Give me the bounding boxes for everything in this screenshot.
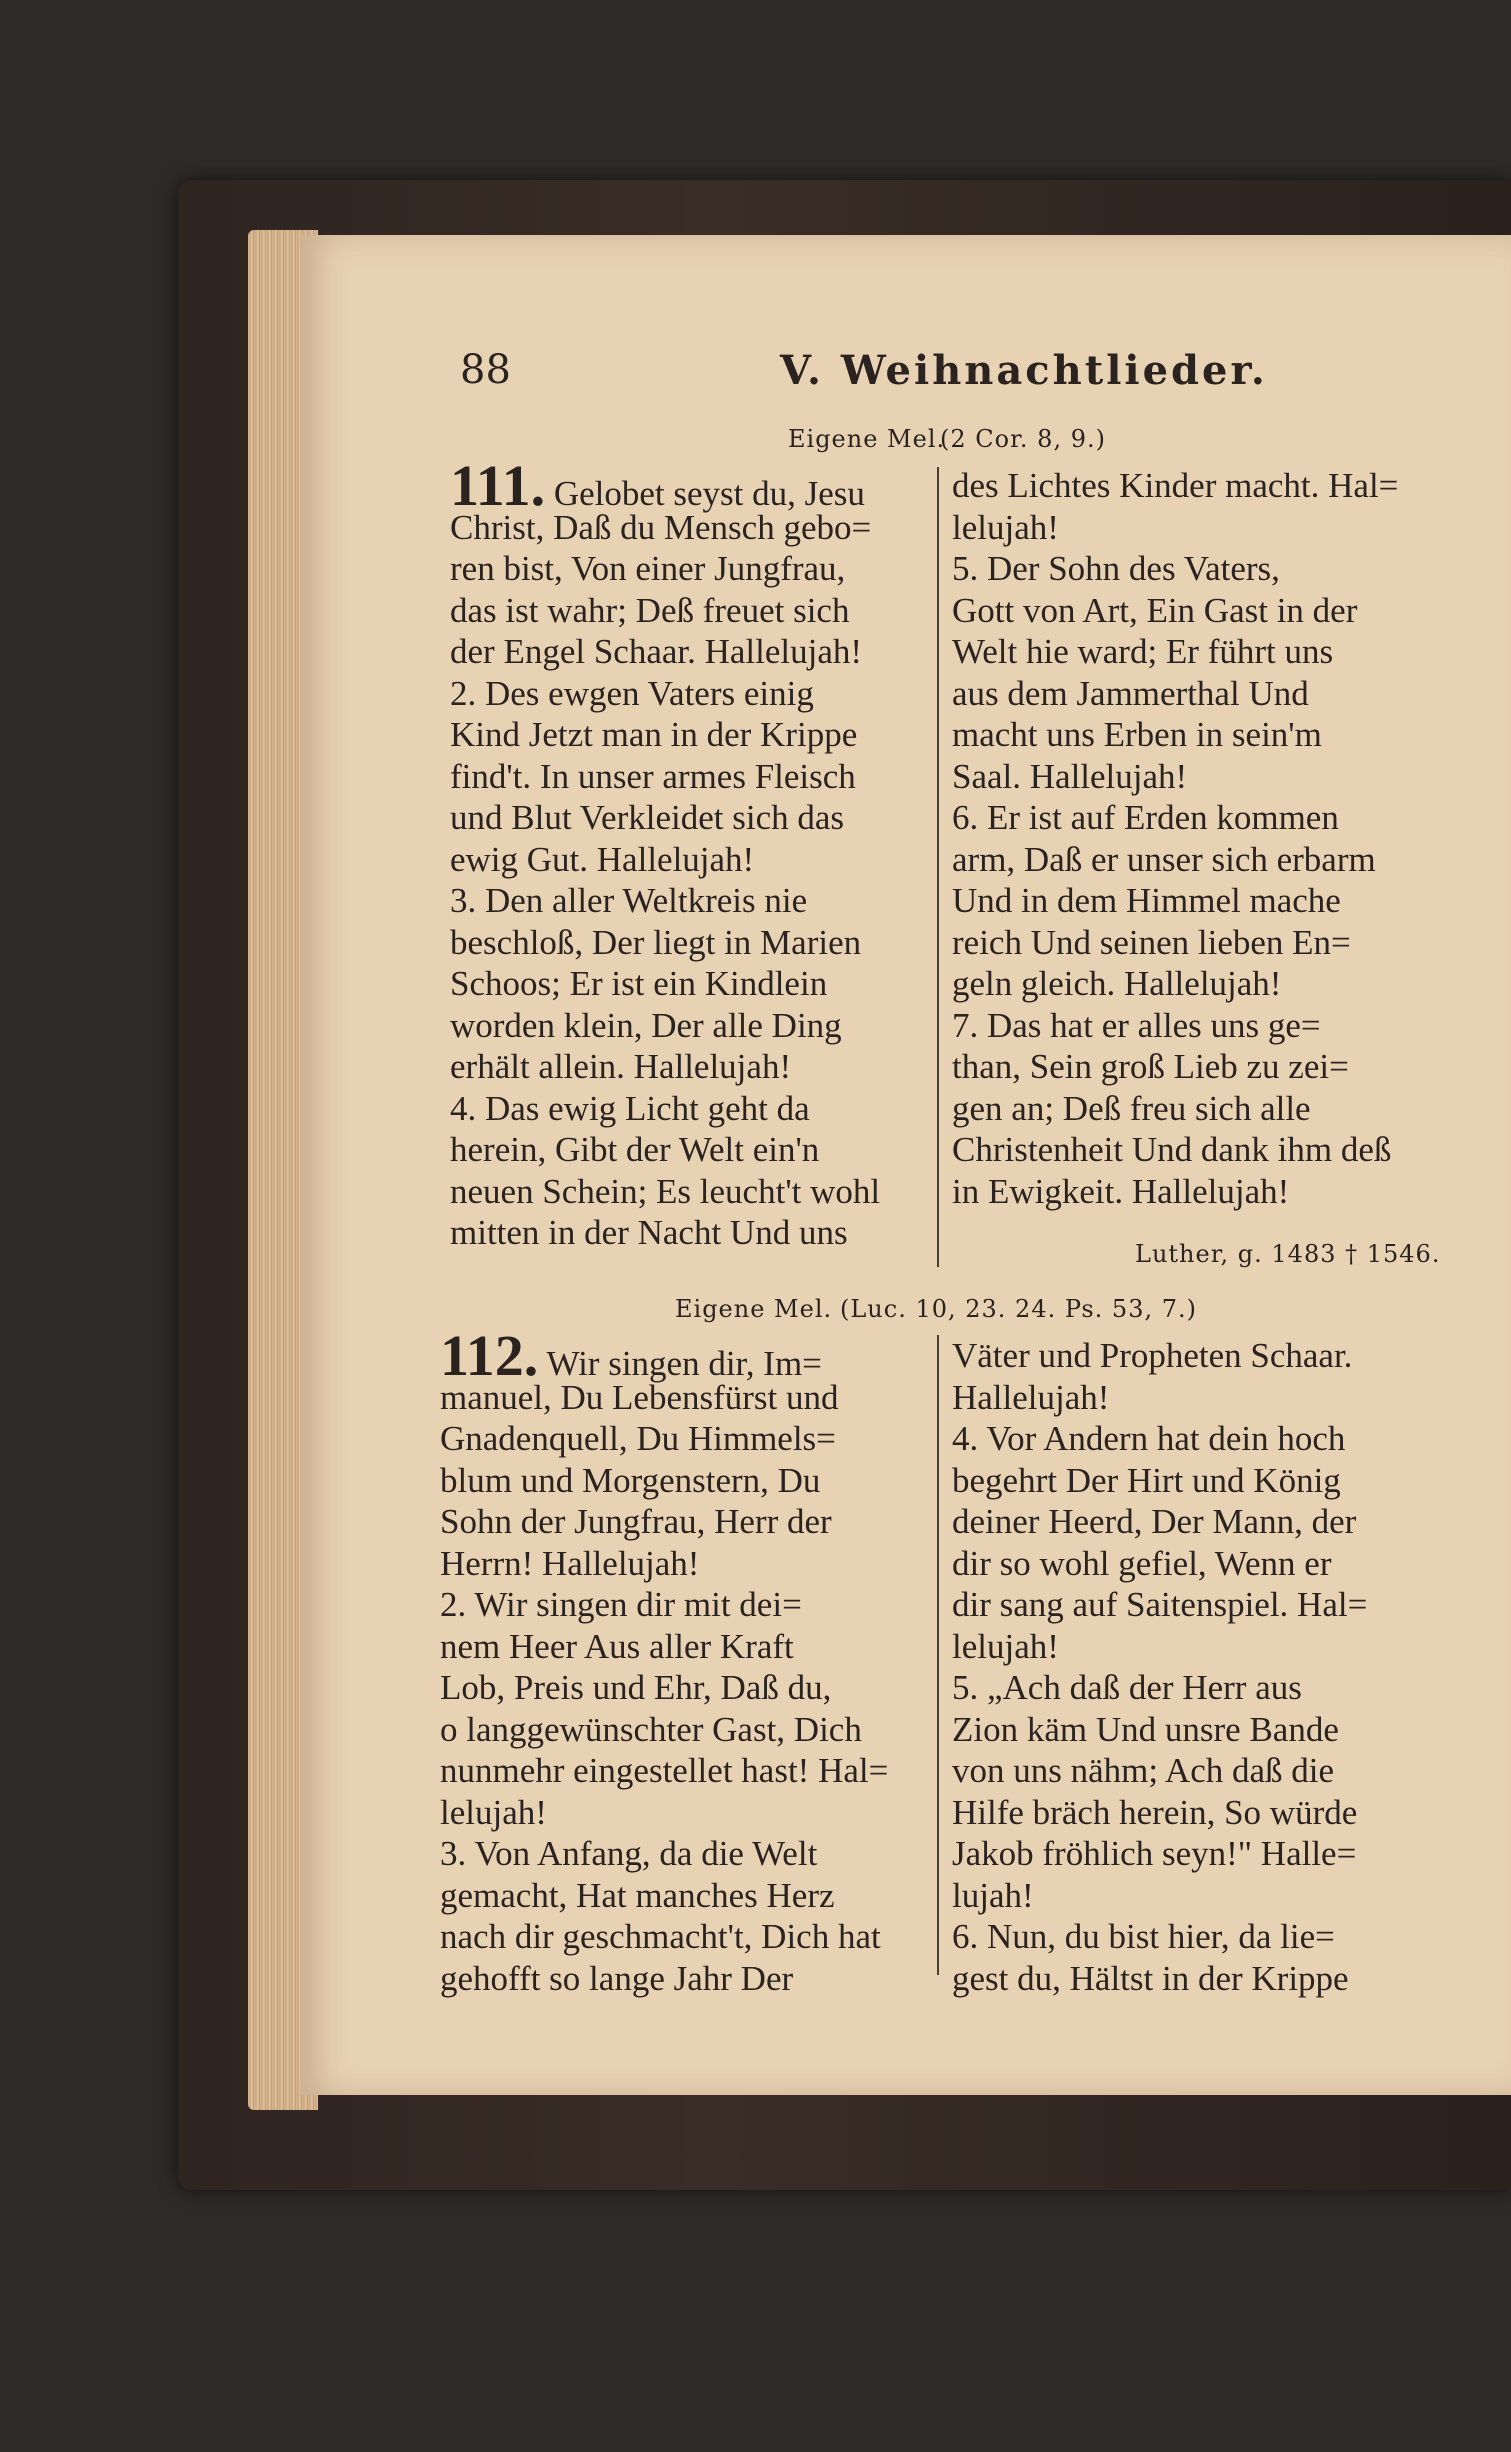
- verse-line: Gnadenquell, Du Himmels=: [440, 1419, 836, 1458]
- verse-line: Hilfe bräch herein, So würde: [952, 1792, 1358, 1832]
- verse-line: find't. In unser armes Fleisch: [450, 756, 856, 796]
- verse-text: Wir singen dir, Im=: [546, 1344, 822, 1383]
- hymn112-first-line: [440, 1323, 920, 1388]
- page-header: [460, 347, 1440, 407]
- verse-line: ren bist, Von einer Jungfrau,: [450, 549, 846, 588]
- verse-line: aus dem Jammerthal Und: [952, 673, 1309, 713]
- verse-line: dir sang auf Saitenspiel. Hal=: [952, 1585, 1368, 1624]
- verse-line: Sohn der Jungfrau, Herr der: [440, 1502, 832, 1541]
- hymn111-attribution: Luther, g. 1483 † 1546.: [1135, 1240, 1441, 1268]
- hymn112-melody: Eigene Mel.: [675, 1295, 833, 1323]
- book-page: [300, 235, 1511, 2095]
- verse-line: dir so wohl gefiel, Wenn er: [952, 1543, 1332, 1583]
- hymn112-left-column: [440, 1323, 920, 1999]
- verse-line: gest du, Hältst in der Krippe: [952, 1958, 1349, 1998]
- verse-line: des Lichtes Kinder macht. Hal=: [952, 466, 1399, 505]
- verse-line: reich Und seinen lieben En=: [952, 922, 1351, 962]
- verse-line: gemacht, Hat manches Herz: [440, 1875, 835, 1915]
- hymn112-right-column: [952, 1335, 1432, 1999]
- verse-line: worden klein, Der alle Ding: [450, 1005, 842, 1045]
- verse-line: Christ, Daß du Mensch gebo=: [450, 507, 872, 547]
- verse-line: herein, Gibt der Welt ein'n: [450, 1130, 820, 1169]
- verse-line: das ist wahr; Deß freuet sich: [450, 590, 850, 630]
- verse-line: 4. Das ewig Licht geht da: [450, 1088, 810, 1128]
- verse-line: 3. Den aller Weltkreis nie: [450, 881, 808, 920]
- verse-line: Herrn! Hallelujah!: [440, 1543, 700, 1583]
- verse-line: gehofft so lange Jahr Der: [440, 1958, 794, 1998]
- verse-line: Christenheit Und dank ihm deß: [952, 1130, 1392, 1169]
- verse-line: Saal. Hallelujah!: [952, 756, 1188, 796]
- verse-line: gen an; Deß freu sich alle: [952, 1088, 1311, 1128]
- verse-line: Hallelujah!: [952, 1377, 1110, 1417]
- verse-line: manuel, Du Lebensfürst und: [440, 1377, 839, 1417]
- verse-line: lujah!: [952, 1875, 1034, 1915]
- hymn-number: 112.: [440, 1323, 539, 1388]
- verse-line: der Engel Schaar. Hallelujah!: [450, 632, 863, 671]
- verse-line: Kind Jetzt man in der Krippe: [450, 715, 858, 754]
- hymn111-melody: Eigene Mel.: [788, 425, 946, 453]
- verse-line: macht uns Erben in sein'm: [952, 715, 1322, 754]
- verse-line: o langgewünschter Gast, Dich: [440, 1709, 862, 1749]
- verse-line: erhält allein. Hallelujah!: [450, 1047, 792, 1086]
- verse-line: 5. „Ach daß der Herr aus: [952, 1668, 1302, 1707]
- verse-line: begehrt Der Hirt und König: [952, 1460, 1341, 1500]
- verse-line: 6. Er ist auf Erden kommen: [952, 798, 1339, 837]
- verse-line: 2. Wir singen dir mit dei=: [440, 1585, 802, 1624]
- verse-line: nem Heer Aus aller Kraft: [440, 1626, 794, 1666]
- verse-line: blum und Morgenstern, Du: [440, 1460, 821, 1500]
- verse-line: Und in dem Himmel mache: [952, 881, 1341, 920]
- hymn111-left-column: [450, 453, 920, 1254]
- verse-line: lelujah!: [952, 507, 1059, 547]
- page-number: 88: [460, 347, 511, 393]
- hymn-number: 111.: [450, 453, 546, 518]
- hymn111-right-column: [952, 465, 1432, 1212]
- verse-line: Welt hie ward; Er führt uns: [952, 632, 1334, 671]
- verse-line: beschloß, Der liegt in Marien: [450, 922, 862, 962]
- verse-line: arm, Daß er unser sich erbarm: [952, 839, 1376, 879]
- verse-line: von uns nähm; Ach daß die: [952, 1751, 1335, 1790]
- verse-line: nunmehr eingestellet hast! Hal=: [440, 1751, 889, 1790]
- verse-line: 7. Das hat er alles uns ge=: [952, 1005, 1321, 1045]
- verse-line: ewig Gut. Hallelujah!: [450, 839, 755, 879]
- column-divider: [937, 1335, 939, 1975]
- verse-line: lelujah!: [952, 1626, 1059, 1666]
- hymn112-reference: (Luc. 10, 23. 24. Ps. 53, 7.): [840, 1295, 1197, 1323]
- verse-line: neuen Schein; Es leucht't wohl: [450, 1171, 881, 1211]
- verse-line: nach dir geschmacht't, Dich hat: [440, 1917, 881, 1956]
- verse-line: und Blut Verkleidet sich das: [450, 798, 845, 837]
- verse-line: 5. Der Sohn des Vaters,: [952, 549, 1280, 588]
- verse-text: Gelobet seyst du, Jesu: [553, 474, 865, 513]
- page-title: V. Weihnachtlieder.: [780, 347, 1268, 394]
- verse-line: Gott von Art, Ein Gast in der: [952, 590, 1358, 630]
- verse-line: geln gleich. Hallelujah!: [952, 964, 1282, 1003]
- verse-line: deiner Heerd, Der Mann, der: [952, 1502, 1357, 1541]
- hymn111-reference: (2 Cor. 8, 9.): [940, 425, 1106, 453]
- verse-line: Lob, Preis und Ehr, Daß du,: [440, 1668, 832, 1707]
- verse-line: 3. Von Anfang, da die Welt: [440, 1834, 818, 1873]
- verse-line: 4. Vor Andern hat dein hoch: [952, 1419, 1346, 1458]
- verse-line: lelujah!: [440, 1792, 547, 1832]
- verse-line: mitten in der Nacht Und uns: [450, 1213, 848, 1252]
- verse-line: Schoos; Er ist ein Kindlein: [450, 964, 828, 1003]
- verse-line: 2. Des ewgen Vaters einig: [450, 673, 814, 713]
- verse-line: 6. Nun, du bist hier, da lie=: [952, 1917, 1335, 1956]
- verse-line: Jakob fröhlich seyn!" Halle=: [952, 1834, 1357, 1873]
- hymn111-first-line: [450, 453, 920, 518]
- verse-line: in Ewigkeit. Hallelujah!: [952, 1171, 1290, 1211]
- verse-line: than, Sein groß Lieb zu zei=: [952, 1047, 1349, 1086]
- verse-line: Väter und Propheten Schaar.: [952, 1336, 1353, 1375]
- column-divider: [937, 467, 939, 1267]
- verse-line: Zion käm Und unsre Bande: [952, 1709, 1339, 1749]
